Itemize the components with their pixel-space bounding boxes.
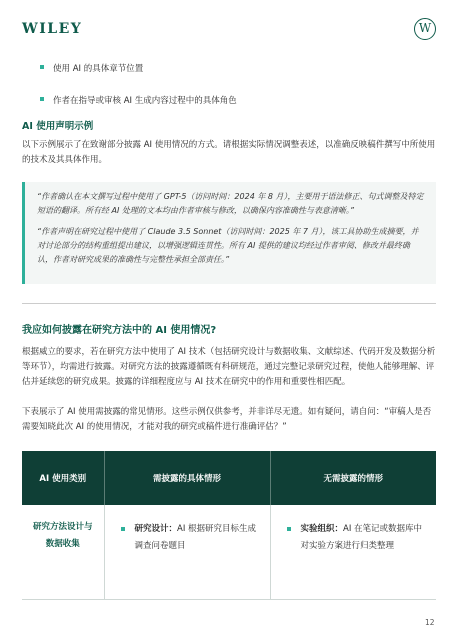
column-header: AI 使用类别	[22, 451, 104, 505]
page-number: 12	[425, 618, 435, 627]
section-divider	[22, 303, 436, 304]
row-category: 研究方法设计与数据收集	[22, 505, 104, 600]
methods-paragraph: 下表展示了 AI 使用需披露的常见情形。这些示例仅供参考，并非详尽无遗。如有疑问，请自问：“审稿人是否需要知晓此次 AI 的使用情况，才能对我的研究或稿件进行准确评估？”	[22, 407, 432, 432]
table-cell-disclose	[104, 505, 270, 600]
cell-text: AI 根据研究目标生成调查问卷题目	[134, 524, 257, 551]
column-header: 需披露的具体情形	[104, 451, 270, 505]
bullet-square-icon	[121, 527, 125, 531]
disclosure-table	[22, 451, 436, 600]
cell-text: AI 在笔记或数据库中对实验方案进行归类整理	[300, 524, 423, 551]
section-heading-methods: 我应如何披露在研究方法中的 AI 使用情况?	[22, 325, 217, 336]
table-header-row	[22, 451, 436, 505]
example-statement: “作者声明在研究过程中使用了 Claude 3.5 Sonnet（访问时间：2025 年 7 月），该工具协助生成摘要，并对讨论部分的结构重组提出建议，以增强逻辑连贯性。所有 AI 提供的建议均经过作者审阅、修改并最终确认，作者对研究成果的准确性与完整性承担全部责任。”	[37, 227, 419, 264]
cell-term: 实验组织：	[300, 524, 344, 534]
list-item-text: 作者在指导或审核 AI 生成内容过程中的具体角色	[53, 96, 237, 106]
methods-paragraph: 根据威立的要求，若在研究方法中使用了 AI 技术（包括研究设计与数据收集、文献综述、代码开发及数据分析等环节），均需进行披露。对研究方法的披露遵循既有科研规范，通过完整记录研究过程，使他人能够理解、评估并延续您的研究成果。披露的详细程度应与 AI 技术在研究中的作用和重要性相匹配。	[22, 347, 436, 387]
examples-intro-paragraph: 以下示例展示了在致谢部分披露 AI 使用情况的方式。请根据实际情况调整表述，以准确反映稿件撰写中所使用的技术及其具体作用。	[22, 140, 436, 165]
wiley-logo: WILEY	[22, 21, 83, 37]
example-callout-box	[22, 182, 436, 284]
bullet-square-icon	[287, 527, 291, 531]
bullet-square-icon	[40, 97, 44, 101]
list-item	[40, 62, 237, 74]
column-header: 无需披露的情形	[270, 451, 436, 505]
cell-bullet-item	[121, 521, 262, 555]
table-cell-no-disclose	[270, 505, 436, 600]
list-item	[40, 94, 237, 106]
wiley-badge-icon: W	[414, 18, 436, 40]
bullet-square-icon	[40, 65, 44, 69]
list-item-text: 使用 AI 的具体章节位置	[53, 64, 144, 74]
example-statement: “作者确认在本文撰写过程中使用了 GPT-5（访问时间：2024 年 8 月），主要用于语法修正、句式调整及特定短语的翻译。所有经 AI 处理的文本均由作者审核与修改，以确保内容准确性与表意清晰。”	[37, 192, 424, 215]
table-row	[22, 505, 436, 600]
cell-term: 研究设计：	[134, 524, 178, 534]
cell-bullet-item	[287, 521, 429, 555]
section-heading-examples: AI 使用声明示例	[22, 121, 94, 132]
top-bullet-list	[40, 62, 237, 126]
